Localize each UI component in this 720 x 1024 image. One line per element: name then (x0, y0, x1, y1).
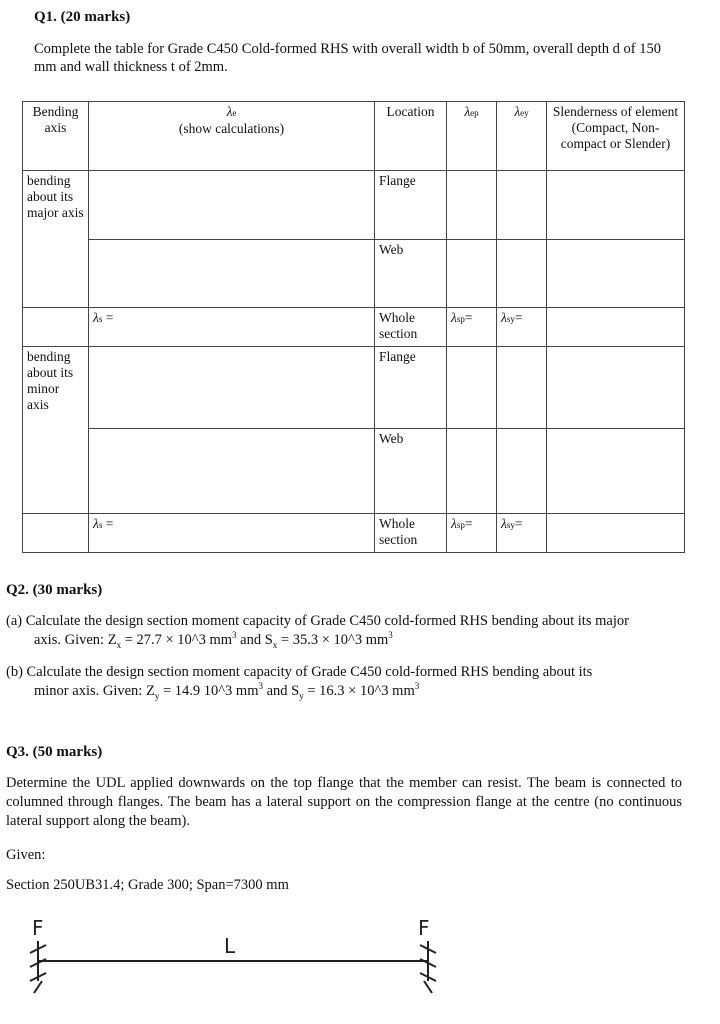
calc-cell-minor-web[interactable] (89, 429, 375, 514)
q2a-s-sup: 3 (388, 630, 393, 641)
axis-blank-cell (23, 514, 89, 553)
lambda-s-sub: s (98, 520, 103, 530)
location-web: Web (375, 429, 447, 514)
q1-heading: Q1. (20 marks) (34, 9, 131, 25)
header-bending-axis: Bending axis (23, 102, 89, 171)
q2a-line2 (34, 631, 393, 649)
table-row-major-whole (23, 308, 685, 347)
q2b-and: and S (263, 683, 300, 699)
left-force-label: F (32, 916, 44, 940)
lambda-sy-symbol: λ (501, 310, 507, 325)
left-support-icon (30, 941, 46, 993)
table-row-minor-whole (23, 514, 685, 553)
lambda-s-eq: = (102, 310, 114, 325)
lep-cell[interactable] (447, 240, 497, 308)
beam-diagram (20, 905, 480, 1015)
lambda-ey-symbol: λ (514, 104, 521, 119)
slenderness-cell[interactable] (547, 347, 685, 429)
q2a-z-sup: 3 (232, 630, 237, 641)
lep-cell[interactable] (447, 429, 497, 514)
lambda-sp-cell[interactable] (447, 308, 497, 347)
q2a-and: and S (236, 632, 273, 648)
q2b-given: minor axis. Given: Z (34, 683, 155, 699)
q2b-z-value: = 14.9 10^3 mm (159, 683, 259, 699)
table-row-minor-flange (23, 347, 685, 429)
q2b-s-value: = 16.3 × 10^3 mm (303, 683, 415, 699)
lep-cell[interactable] (447, 347, 497, 429)
location-web: Web (375, 240, 447, 308)
lambda-sp-symbol: λ (451, 310, 457, 325)
lambda-sy-symbol: λ (501, 516, 507, 531)
span-label: L (224, 934, 236, 958)
lambda-sp-cell[interactable] (447, 514, 497, 553)
lambda-sy-cell[interactable] (497, 308, 547, 347)
axis-major-label: bending about its major axis (23, 171, 89, 308)
location-whole-section: Whole section (375, 308, 447, 347)
q3-section: Section 250UB31.4; Grade 300; Span=7300 mm (6, 877, 289, 893)
header-lambda-ep (447, 102, 497, 171)
slenderness-cell[interactable] (547, 171, 685, 240)
lambda-s-cell[interactable] (89, 308, 375, 347)
lambda-sy-eq: = (514, 310, 523, 325)
header-location: Location (375, 102, 447, 171)
right-force-label: F (418, 916, 430, 940)
location-flange: Flange (375, 347, 447, 429)
q1-table (22, 101, 685, 553)
slenderness-cell[interactable] (547, 514, 685, 553)
q2b-z-sup: 3 (258, 681, 263, 692)
lambda-sp-eq: = (464, 516, 473, 531)
axis-minor-label: bending about its minor axis (23, 347, 89, 514)
slenderness-cell[interactable] (547, 429, 685, 514)
q2b-line1: (b) Calculate the design section moment capacity of Grade C450 cold-formed RHS bending about its (6, 664, 593, 680)
lambda-s-cell[interactable] (89, 514, 375, 553)
calc-cell-major-web[interactable] (89, 240, 375, 308)
location-whole-section: Whole section (375, 514, 447, 553)
header-lambda-e (89, 102, 375, 171)
table-row-major-web (23, 240, 685, 308)
lambda-sy-sub: sy (506, 314, 515, 324)
axis-blank-cell (23, 308, 89, 347)
q2b-z-sub: y (154, 690, 160, 701)
lambda-sp-symbol: λ (451, 516, 457, 531)
q2-heading: Q2. (30 marks) (6, 582, 103, 598)
table-row-major-flange (23, 171, 685, 240)
slenderness-cell[interactable] (547, 240, 685, 308)
lambda-ey-sub: ey (520, 108, 529, 118)
q2a-given: axis. Given: Z (34, 632, 117, 648)
lambda-sy-cell[interactable] (497, 514, 547, 553)
lambda-sy-eq: = (514, 516, 523, 531)
q3-text: Determine the UDL applied downwards on the top flange that the member can resist. The beam is connected to columned through flanges. The beam has a lateral support on the compression flange at the centre (no continuous lateral support along the beam). (6, 775, 682, 829)
lambda-symbol: λ (226, 104, 233, 119)
right-support-icon (420, 941, 436, 993)
header-lambda-ey (497, 102, 547, 171)
ley-cell[interactable] (497, 240, 547, 308)
q2b-line2 (34, 682, 419, 700)
lambda-sy-sub: sy (506, 520, 515, 530)
location-flange: Flange (375, 171, 447, 240)
table-row-minor-web (23, 429, 685, 514)
lambda-sp-eq: = (464, 310, 473, 325)
lambda-ep-symbol: λ (464, 104, 471, 119)
q2b-s-sup: 3 (414, 681, 420, 692)
lambda-s-symbol: λ (93, 516, 99, 531)
lambda-sp-sub: sp (456, 314, 465, 324)
lambda-ep-sub: ep (470, 108, 479, 118)
table-header-row (23, 102, 685, 171)
q2b-s-sub: y (299, 690, 304, 701)
lambda-s-symbol: λ (93, 310, 99, 325)
ley-cell[interactable] (497, 347, 547, 429)
header-slenderness: Slenderness of element (Compact, Non-compact or Slender) (547, 102, 685, 171)
lep-cell[interactable] (447, 171, 497, 240)
q3-given: Given: (6, 847, 46, 863)
show-calculations-label: (show calculations) (178, 121, 285, 136)
q2a-line1: (a) Calculate the design section moment capacity of Grade C450 cold-formed RHS bending about its major (6, 613, 629, 629)
lambda-sub: e (232, 108, 237, 118)
ley-cell[interactable] (497, 171, 547, 240)
lambda-s-sub: s (98, 314, 103, 324)
q2a-z-value: = 27.7 × 10^3 mm (121, 632, 233, 648)
ley-cell[interactable] (497, 429, 547, 514)
lambda-s-eq: = (102, 516, 114, 531)
q2a-s-sub: x (272, 639, 278, 650)
q1-text: Complete the table for Grade C450 Cold-formed RHS with overall width b of 50mm, overall depth d of 150 mm and wall thickness t of 2mm. (34, 41, 662, 75)
slenderness-cell[interactable] (547, 308, 685, 347)
q2a-z-sub: x (116, 639, 122, 650)
lambda-sp-sub: sp (456, 520, 465, 530)
q2a-s-value: = 35.3 × 10^3 mm (277, 632, 389, 648)
calc-cell-major-flange[interactable] (89, 171, 375, 240)
calc-cell-minor-flange[interactable] (89, 347, 375, 429)
q3-heading: Q3. (50 marks) (6, 744, 103, 760)
